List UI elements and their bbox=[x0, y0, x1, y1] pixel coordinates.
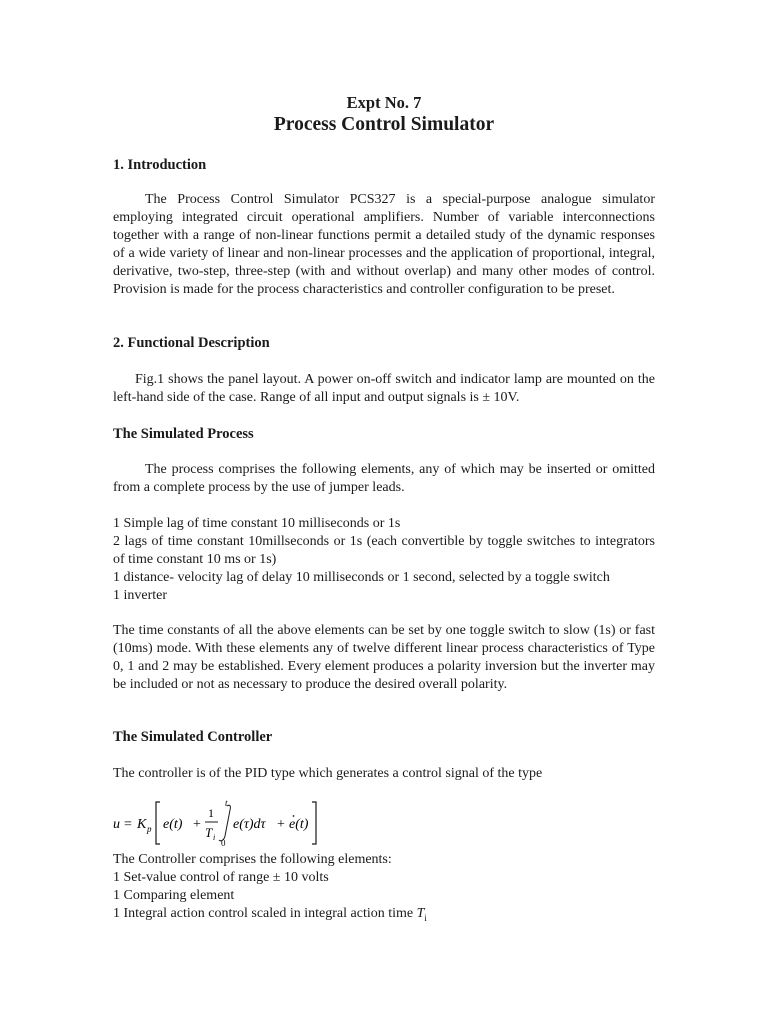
subheading-simulated-process: The Simulated Process bbox=[113, 426, 254, 442]
controller-comprises-text: The Controller comprises the following elements: bbox=[113, 852, 392, 867]
eq-derivative-dot bbox=[293, 815, 295, 817]
controller-intro-text: The controller is of the PID type which generates a control signal of the type bbox=[113, 766, 543, 781]
eq-integral-lower: 0 bbox=[221, 838, 226, 848]
eq-equals: = bbox=[124, 817, 132, 832]
controller-item-integral-action bbox=[113, 905, 427, 927]
eq-fraction-numerator: 1 bbox=[208, 806, 214, 820]
process-item: 1 inverter bbox=[113, 588, 168, 603]
pid-equation-graphic bbox=[113, 798, 343, 848]
subheading-simulated-controller: The Simulated Controller bbox=[113, 729, 273, 745]
eq-fraction-denominator: T bbox=[205, 825, 213, 840]
document-title: Process Control Simulator bbox=[273, 114, 495, 135]
process-item: 1 distance- velocity lag of delay 10 milliseconds or 1 second, selected by a toggle switch bbox=[113, 570, 610, 585]
eq-left-bracket bbox=[156, 802, 160, 844]
functional-description-paragraph: Fig.1 shows the panel layout. A power on-off switch and indicator lamp are mounted on the left-hand side of the case. Range of all input and output signals is ± 10V. bbox=[113, 372, 655, 405]
section-heading-introduction: 1. Introduction bbox=[113, 157, 207, 173]
process-intro-paragraph: The process comprises the following elements, any of which may be inserted or omitted from a complete process by the use of jumper leads. bbox=[113, 462, 655, 495]
time-symbol: T bbox=[416, 906, 425, 921]
process-item: 1 Simple lag of time constant 10 milliseconds or 1s bbox=[113, 516, 401, 531]
eq-denominator-subscript: i bbox=[213, 833, 216, 842]
eq-error-term: e(t) bbox=[163, 817, 183, 832]
eq-integral-sign bbox=[219, 805, 230, 841]
eq-plus-2: + bbox=[277, 817, 285, 832]
eq-derivative-term: e(t) bbox=[289, 817, 309, 832]
eq-gain: K bbox=[137, 817, 147, 832]
eq-right-bracket bbox=[312, 802, 316, 844]
time-symbol-subscript: i bbox=[424, 912, 427, 923]
controller-item: 1 Set-value control of range ± 10 volts bbox=[113, 870, 329, 885]
eq-lhs: u bbox=[113, 817, 120, 832]
experiment-number: Expt No. 7 bbox=[346, 93, 422, 112]
controller-item: 1 Comparing element bbox=[113, 888, 235, 903]
section-heading-functional-description: 2. Functional Description bbox=[113, 335, 270, 351]
time-constants-paragraph: The time constants of all the above elements can be set by one toggle switch to slow (1s) or fast (10ms) mode. With these elements any of twelve different linear process characteristics of Type 0, 1 and 2 may be established. Every element produces a polarity inversion but the inverter may be included or not as necessary to produce the desired overall polarity. bbox=[113, 623, 655, 692]
process-item: 2 lags of time constant 10millseconds or 1s (each convertible by toggle switches to integrators of time constant 10 ms or 1s) bbox=[113, 534, 655, 567]
pid-equation bbox=[113, 798, 343, 848]
eq-plus-1: + bbox=[193, 817, 201, 832]
eq-integrand: e(τ)dτ bbox=[233, 817, 266, 832]
controller-item-text: 1 Integral action control scaled in integral action time bbox=[113, 906, 417, 921]
eq-integral-upper: t bbox=[225, 798, 228, 808]
introduction-paragraph: The Process Control Simulator PCS327 is a special-purpose analogue simulator employing integrated circuit operational amplifiers. Number of variable interconnections together with a range of non-linear functions permit a detailed study of the dynamic responses of a wide variety of linear and non-linear processes and the application of proportional, integral, derivative, two-step, three-step (with and without overlap) and many other modes of control. Provision is made for the process characteristics and controller configuration to be preset. bbox=[113, 192, 655, 297]
eq-gain-subscript: p bbox=[147, 824, 152, 834]
